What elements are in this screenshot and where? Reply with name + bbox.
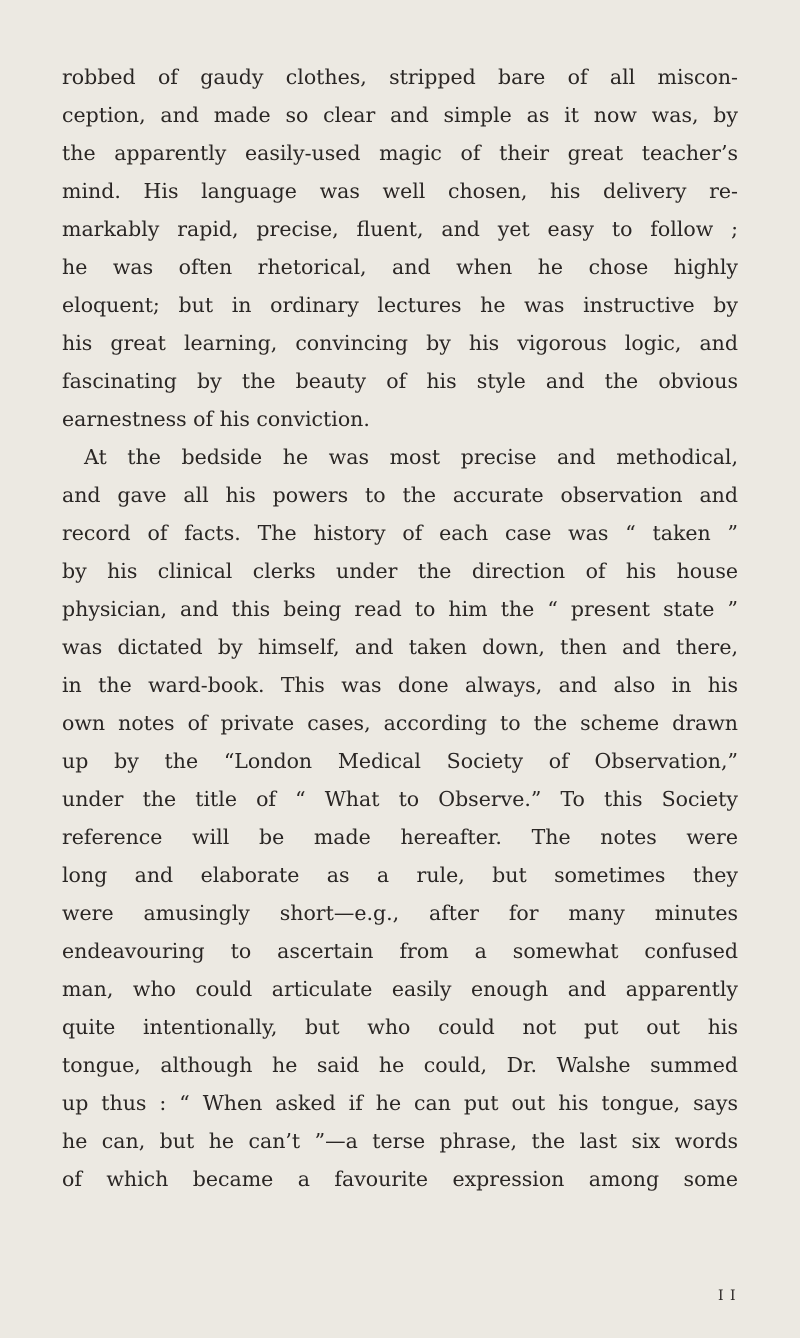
text-line: his great learning, convincing by his vigorous logic, and [62,331,738,355]
text-line: quite intentionally, but who could not put out his [62,1015,738,1039]
text-line: tongue, although he said he could, Dr. Walshe summed [62,1053,738,1077]
text-line: reference will be made hereafter. The notes were [62,825,738,849]
text-line: markably rapid, precise, fluent, and yet easy to follow ; [62,217,738,241]
text-line: man, who could articulate easily enough and apparently [62,977,738,1001]
text-line: he was often rhetorical, and when he chose highly [62,255,738,279]
paragraph-start-line: At the bedside he was most precise and methodical, [84,445,738,469]
text-line: mind. His language was well chosen, his delivery re- [62,179,738,203]
body-text [62,58,738,1198]
text-line: earnestness of his conviction. [62,407,370,431]
text-line: own notes of private cases, according to the scheme drawn [62,711,738,735]
text-line: physician, and this being read to him the “ present state ” [62,597,738,621]
text-line: long and elaborate as a rule, but sometimes they [62,863,738,887]
text-line: endeavouring to ascertain from a somewhat confused [62,939,738,963]
text-line: was dictated by himself, and taken down, then and there, [62,635,738,659]
text-line: in the ward-book. This was done always, and also in his [62,673,738,697]
text-line: robbed of gaudy clothes, stripped bare of all miscon- [62,65,738,89]
text-line: were amusingly short—e.g., after for many minutes [62,901,738,925]
text-line: by his clinical clerks under the direction of his house [62,559,738,583]
text-line: ception, and made so clear and simple as it now was, by [62,103,738,127]
text-line: record of facts. The history of each case was “ taken ” [62,521,738,545]
page-number: I I [718,1288,737,1304]
text-line: fascinating by the beauty of his style and the obvious [62,369,738,393]
text-line: he can, but he can’t ”—a terse phrase, the last six words [62,1129,738,1153]
text-line: and gave all his powers to the accurate observation and [62,483,738,507]
text-line: the apparently easily-used magic of their great teacher’s [62,141,738,165]
text-line: under the title of “ What to Observe.” To this Society [62,787,738,811]
text-line: of which became a favourite expression among some [62,1167,738,1191]
text-line: eloquent; but in ordinary lectures he was instructive by [62,293,738,317]
text-line: up by the “London Medical Society of Observation,” [62,749,738,773]
text-line: up thus : “ When asked if he can put out his tongue, says [62,1091,738,1115]
